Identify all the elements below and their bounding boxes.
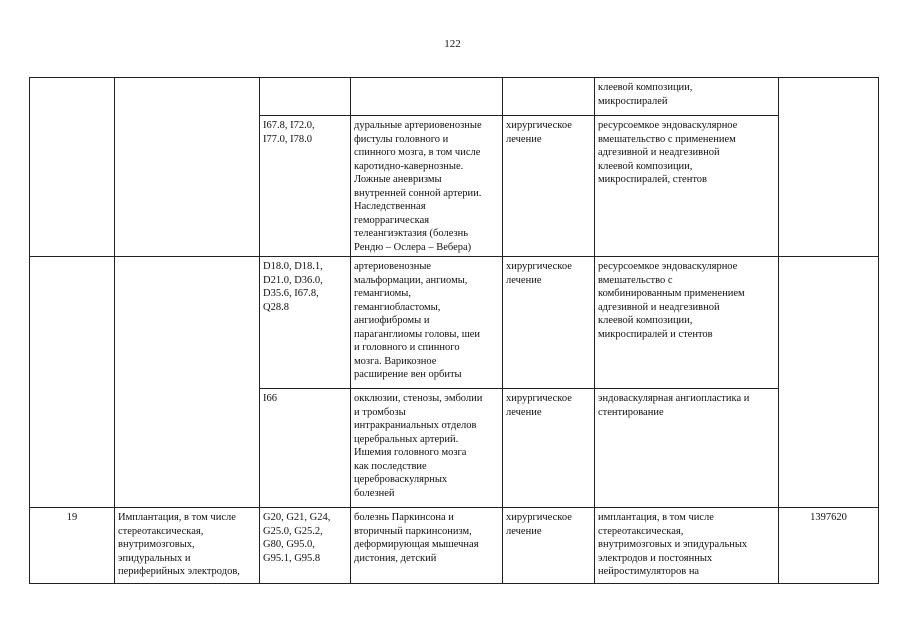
table-row — [30, 257, 879, 389]
disease-model-cell — [351, 78, 503, 116]
page-number: 122 — [444, 38, 461, 50]
treatment-method-cell: ресурсоемкое эндоваскулярное вмешательство с применением адгезивной и неадгезивной клеевой композиции, микроспиралей, стентов — [595, 116, 779, 257]
row-number-cell: 19 — [30, 508, 115, 584]
treatment-type-cell — [503, 78, 595, 116]
disease-model-cell: болезнь Паркинсона и вторичный паркинсонизм, деформирующая мышечная дистония, детский — [351, 508, 503, 584]
treatment-type-cell: хирургическое лечение — [503, 389, 595, 508]
table-row — [30, 508, 879, 584]
procedure-name-cell — [115, 78, 260, 257]
row-number-cell — [30, 78, 115, 257]
treatment-method-cell: эндоваскулярная ангиопластика и стентирование — [595, 389, 779, 508]
cost-cell — [779, 78, 879, 257]
row-number-cell — [30, 257, 115, 508]
treatment-method-cell: ресурсоемкое эндоваскулярное вмешательство с комбинированным применением адгезивной и неадгезивной клеевой композиции, микроспиралей и стентов — [595, 257, 779, 389]
procedures-table — [29, 77, 879, 584]
treatment-method-cell: клеевой композиции, микроспиралей — [595, 78, 779, 116]
icd-codes-cell: I67.8, I72.0, I77.0, I78.0 — [260, 116, 351, 257]
icd-codes-cell: I66 — [260, 389, 351, 508]
icd-codes-cell — [260, 78, 351, 116]
cost-cell: 1397620 — [779, 508, 879, 584]
disease-model-cell: дуральные артериовенозные фистулы головного и спинного мозга, в том числе каротидно-кавернозные. Ложные аневризмы внутренней сонной артерии. Наследственная геморрагическая телеангиэктазия (болезнь Рендю – Ослера – Вебера) — [351, 116, 503, 257]
procedure-name-cell — [115, 257, 260, 508]
treatment-type-cell: хирургическое лечение — [503, 508, 595, 584]
disease-model-cell: артериовенозные мальформации, ангиомы, гемангиомы, гемангиобластомы, ангиофибромы и параганглиомы головы, шеи и головного и спинного мозга. Варикозное расширение вен орбиты — [351, 257, 503, 389]
icd-codes-cell: G20, G21, G24, G25.0, G25.2, G80, G95.0, G95.1, G95.8 — [260, 508, 351, 584]
table-row — [30, 78, 879, 116]
cost-cell — [779, 257, 879, 508]
treatment-method-cell: имплантация, в том числе стереотаксическая, внутримозговых и эпидуральных электродов и постоянных нейростимуляторов на — [595, 508, 779, 584]
treatment-type-cell: хирургическое лечение — [503, 257, 595, 389]
icd-codes-cell: D18.0, D18.1, D21.0, D36.0, D35.6, I67.8, Q28.8 — [260, 257, 351, 389]
procedure-name-cell: Имплантация, в том числе стереотаксическая, внутримозговых, эпидуральных и периферийных электродов, — [115, 508, 260, 584]
treatment-type-cell: хирургическое лечение — [503, 116, 595, 257]
disease-model-cell: окклюзии, стенозы, эмболии и тромбозы интракраниальных отделов церебральных артерий. Ишемия головного мозга как последствие цереброваскулярных болезней — [351, 389, 503, 508]
